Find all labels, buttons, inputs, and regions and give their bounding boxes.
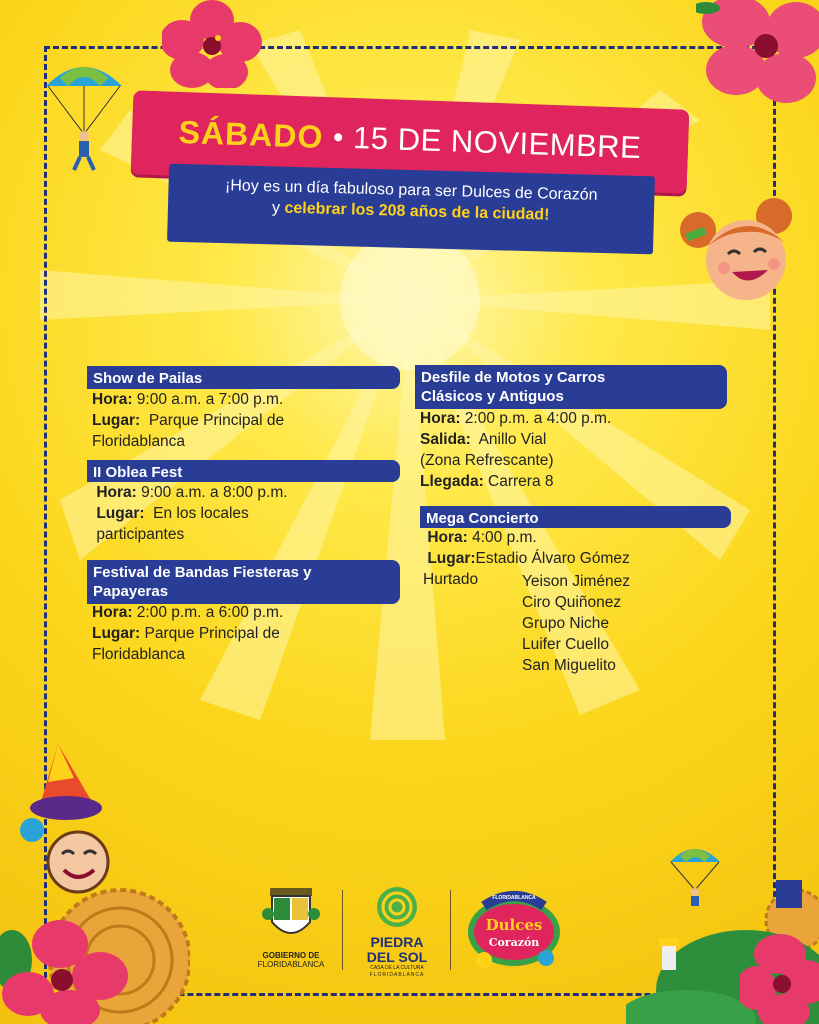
lugar-value-2: Floridablanca (92, 433, 186, 450)
salida-label: Salida: (420, 431, 471, 448)
lugar-value: Parque Principal de (148, 412, 285, 429)
event-details-bandas (92, 602, 283, 665)
day-label: SÁBADO (178, 113, 324, 155)
event-title-desfile (415, 365, 727, 409)
lugar-value-2: Floridablanca (92, 646, 186, 663)
clown-hat-icon (18, 742, 118, 902)
lugar-label: Lugar: (92, 625, 141, 642)
lugar-label: Lugar: (427, 550, 476, 567)
event-title-bandas-line-1: Festival de Bandas Fiesteras y (93, 564, 312, 581)
artist-item: Yeison Jiménez (522, 573, 630, 590)
event-details-oblea (92, 482, 288, 545)
artist-item: Grupo Niche (522, 615, 610, 632)
event-title-pailas: Show de Pailas (87, 366, 400, 389)
event-title-desfile-line-2: Clásicos y Antiguos (421, 388, 564, 405)
slogan-highlight: celebrar los 208 años de la ciudad! (284, 199, 550, 224)
date-separator: • (332, 121, 344, 153)
lugar-value-2: Hurtado (423, 571, 479, 588)
piedra-del-sol-icon (374, 884, 420, 930)
piedra-sub: CASA DE LA CULTURA (370, 965, 424, 971)
corazon-word: Corazón (488, 936, 540, 949)
artist-item: Luifer Cuello (522, 636, 610, 653)
event-title-oblea: II Oblea Fest (87, 460, 400, 482)
lugar-label: Lugar: (92, 412, 141, 429)
hora-label: Hora: (92, 391, 133, 408)
hibiscus-flower-icon (162, 0, 262, 88)
llegada-value: Carrera 8 (488, 473, 554, 490)
logo-dulces-corazon (464, 886, 564, 974)
salida-value: Anillo Vial (478, 431, 547, 448)
hora-value: 4:00 p.m. (472, 529, 537, 546)
artist-item: San Miguelito (522, 657, 616, 674)
artist-list (522, 571, 630, 676)
logo-piedra-del-sol (354, 884, 440, 978)
girl-face-icon (676, 190, 796, 305)
event-details-pailas (92, 389, 284, 452)
event-title-bandas-line-2: Papayeras (93, 583, 169, 600)
slogan-line-2-prefix: y (271, 199, 281, 217)
parachutist-icon (44, 56, 124, 174)
dulces-top: FLORIDABLANCA (492, 895, 536, 901)
gobierno-text-2: FLORIDABLANCA (257, 960, 325, 969)
event-title-desfile-line-1: Desfile de Motos y Carros (421, 369, 606, 386)
hora-label: Hora: (92, 604, 133, 621)
piedra-sub-2: FLORIDABLANCA (369, 972, 425, 978)
hora-value: 9:00 a.m. a 8:00 p.m. (141, 484, 288, 501)
date-label: 15 DE NOVIEMBRE (352, 120, 642, 166)
slogan-line-1: ¡Hoy es un día fabuloso para ser Dulces de Corazón (224, 177, 598, 204)
hora-value: 2:00 p.m. a 4:00 p.m. (464, 410, 612, 427)
lugar-value: Estadio Álvaro Gómez (475, 550, 630, 567)
logo-divider (450, 890, 451, 970)
coat-of-arms-icon (260, 884, 322, 946)
hora-label: Hora: (96, 484, 137, 501)
lugar-value: Parque Principal de (144, 625, 280, 642)
piedra-text-2: DEL SOL (366, 949, 428, 965)
gobierno-text-1: GOBIERNO DE (262, 951, 320, 960)
hora-label: Hora: (420, 410, 461, 427)
event-details-desfile (420, 408, 611, 492)
piedra-text-1: PIEDRA (370, 934, 424, 950)
hora-value: 9:00 a.m. a 7:00 p.m. (136, 391, 284, 408)
hora-label: Hora: (427, 529, 468, 546)
hibiscus-flower-icon (740, 932, 819, 1024)
lugar-value-2: participantes (96, 526, 185, 543)
sponsor-logos (250, 884, 570, 979)
logo-divider (342, 890, 343, 970)
event-title-bandas (87, 560, 400, 604)
lugar-label: Lugar: (96, 505, 145, 522)
salida-value-2: (Zona Refrescante) (420, 452, 554, 469)
hibiscus-flower-icon (696, 0, 819, 105)
hora-value: 2:00 p.m. a 6:00 p.m. (136, 604, 284, 621)
logo-gobierno (250, 884, 332, 969)
dulces-word: Dulces (485, 916, 543, 934)
lugar-value: En los locales (153, 505, 249, 522)
llegada-label: Llegada: (420, 473, 484, 490)
event-title-concierto: Mega Concierto (420, 506, 731, 528)
hibiscus-flower-icon (0, 920, 130, 1024)
artist-item: Ciro Quiñonez (522, 594, 622, 611)
